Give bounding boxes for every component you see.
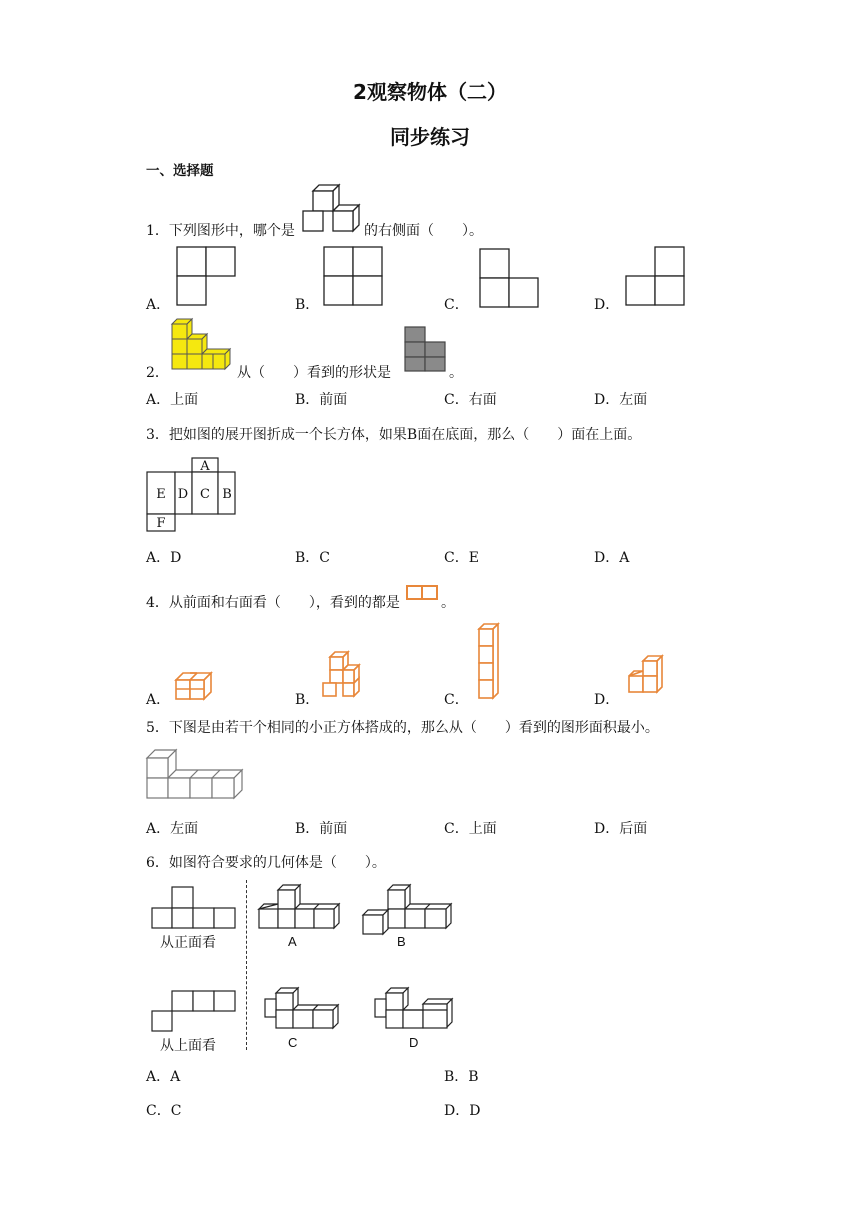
q5-option-a[interactable]: A．左面 — [146, 821, 199, 837]
q3-option-a[interactable]: A．D — [146, 550, 182, 566]
q1-option-c-figure — [479, 248, 539, 308]
q6-option-b[interactable]: B．B — [444, 1069, 479, 1085]
q6-top-label: 从上面看 — [160, 1038, 216, 1054]
q6-option-d[interactable]: D．D — [444, 1103, 481, 1119]
q1-text-post: 的右侧面（ ）。 — [364, 223, 483, 239]
net-label-f: F — [156, 516, 166, 531]
q2-end: 。 — [449, 365, 463, 381]
q1-option-a-figure — [176, 246, 236, 306]
q6-figure-c-label: C — [288, 1035, 298, 1050]
q2-text: 从（ ）看到的形状是 — [237, 365, 391, 381]
q1-cube-figure — [302, 183, 364, 233]
net-label-c: C — [200, 487, 210, 502]
q1-option-b-figure — [323, 246, 383, 306]
q4-option-c-label[interactable]: C． — [444, 692, 469, 708]
q4-option-a-label[interactable]: A． — [146, 692, 171, 708]
q1-option-c-label[interactable]: C． — [444, 297, 469, 313]
section-heading: 一、选择题 — [146, 163, 214, 179]
q3-unfolded-net — [146, 457, 240, 533]
q6-text: 6．如图符合要求的几何体是（ ）。 — [146, 855, 386, 871]
q5-option-c[interactable]: C．上面 — [444, 821, 497, 837]
q2-yellow-cubes — [168, 316, 234, 376]
q4-option-b-figure — [320, 648, 362, 700]
q6-figure-a-label: A — [288, 934, 297, 949]
q1-option-a-label[interactable]: A． — [146, 297, 171, 313]
q6-figure-a — [258, 882, 342, 930]
q2-gray-shape — [404, 326, 446, 372]
q2-option-d[interactable]: D．左面 — [594, 392, 648, 408]
q6-figure-b — [362, 882, 454, 936]
q6-figure-d-label: D — [409, 1035, 419, 1050]
q6-divider — [246, 880, 247, 1050]
q6-figure-c — [262, 986, 342, 1030]
q2-number: 2． — [146, 365, 169, 381]
q4-option-a-figure — [174, 668, 214, 702]
q5-text: 5．下图是由若干个相同的小正方体搭成的，那么从（ ）看到的图形面积最小。 — [146, 720, 659, 736]
net-label-a: A — [200, 459, 210, 474]
q1-text-pre: 1．下列图形中，哪个是 — [146, 223, 295, 239]
q2-option-b[interactable]: B．前面 — [295, 392, 348, 408]
q3-option-d[interactable]: D．A — [594, 550, 630, 566]
q2-option-a[interactable]: A．上面 — [146, 392, 199, 408]
q4-end: 。 — [441, 595, 455, 611]
page-subtitle: 同步练习 — [390, 125, 470, 149]
net-label-e: E — [156, 487, 166, 502]
q3-option-c[interactable]: C．E — [444, 550, 479, 566]
q2-option-c[interactable]: C．右面 — [444, 392, 497, 408]
net-label-d: D — [177, 487, 189, 502]
q3-option-b[interactable]: B．C — [295, 550, 330, 566]
q6-figure-d — [372, 986, 458, 1030]
q6-option-a[interactable]: A．A — [146, 1069, 181, 1085]
q6-figure-b-label: B — [397, 934, 406, 949]
net-label-b: B — [222, 487, 232, 502]
q4-option-d-figure — [627, 652, 667, 698]
q6-option-c[interactable]: C．C — [146, 1103, 182, 1119]
q5-option-d[interactable]: D．后面 — [594, 821, 648, 837]
q5-option-b[interactable]: B．前面 — [295, 821, 348, 837]
q5-cube-figure — [146, 748, 246, 800]
q4-option-d-label[interactable]: D． — [594, 692, 620, 708]
q4-text: 4．从前面和右面看（ ），看到的都是 — [146, 595, 400, 611]
q6-front-view — [151, 886, 237, 932]
q3-text: 3．把如图的展开图折成一个长方体，如果B面在底面，那么（ ）面在上面。 — [146, 427, 642, 443]
q4-option-b-label[interactable]: B． — [295, 692, 320, 708]
q4-option-c-figure — [476, 620, 502, 700]
q6-front-label: 从正面看 — [160, 935, 216, 951]
q1-option-b-label[interactable]: B． — [295, 297, 320, 313]
q4-target-shape — [406, 585, 440, 601]
q1-option-d-figure — [625, 246, 685, 306]
page-title: 2观察物体（二） — [353, 80, 507, 104]
q1-option-d-label[interactable]: D． — [594, 297, 620, 313]
q6-top-view — [151, 990, 237, 1034]
